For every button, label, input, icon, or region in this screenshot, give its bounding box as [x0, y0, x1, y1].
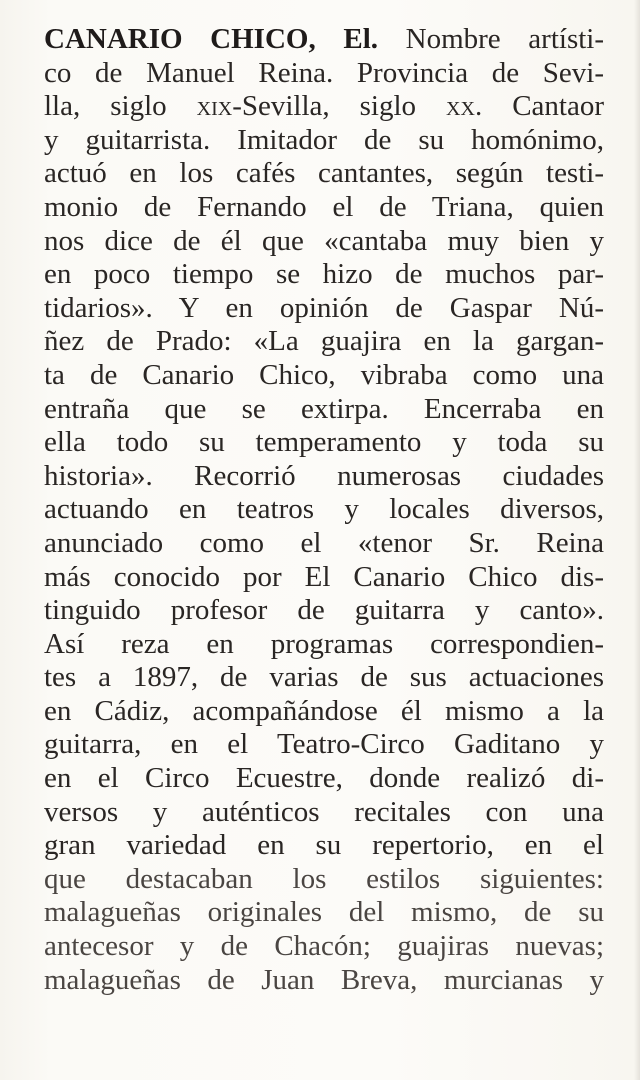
- entry-line-14: historia». Recorrió numerosas ciudades: [44, 459, 604, 492]
- entry-line-29: malagueñas de Juan Breva, murcianas y: [44, 963, 604, 996]
- entry-line-19: Así reza en programas correspondien-: [44, 627, 604, 660]
- entry-line-1-text: Nombre artísti-: [378, 23, 605, 55]
- entry-line-28: antecesor y de Chacón; guajiras nuevas;: [44, 930, 604, 963]
- entry-line-26: que destacaban los estilos siguientes:: [44, 862, 604, 895]
- entry-line-10: ñez de Prado: «La guajira en la gargan-: [44, 325, 604, 358]
- entry-line-23: en el Circo Ecuestre, donde realizó di-: [44, 762, 604, 795]
- entry-line-7: nos dice de él que «cantaba muy bien y: [44, 224, 604, 257]
- entry-line-1: [44, 23, 604, 57]
- entry-line-6: monio de Fernando el de Triana, quien: [44, 190, 604, 223]
- entry-line-18: tinguido profesor de guitarra y canto».: [44, 594, 604, 627]
- entry-line-11: ta de Canario Chico, vibraba como una: [44, 358, 604, 391]
- entry-line-9: tidarios». Y en opinión de Gaspar Nú-: [44, 291, 604, 324]
- entry-line-3-part-c: . Cantaor: [474, 90, 604, 123]
- entry-headword: CANARIO CHICO, El.: [44, 23, 379, 55]
- entry-line-20: tes a 1897, de varias de sus actuaciones: [44, 661, 604, 694]
- entry-line-3-part-a: lla, siglo: [44, 90, 197, 123]
- entry-line-3: [44, 90, 604, 124]
- page-edge-shadow: [634, 0, 640, 1080]
- century-numeral: xix: [196, 90, 233, 123]
- entry-line-24: versos y auténticos recitales con una: [44, 795, 604, 828]
- dictionary-entry: [44, 23, 604, 997]
- entry-line-21: en Cádiz, acompañándose él mismo a la: [44, 694, 604, 727]
- entry-line-16: anunciado como el «tenor Sr. Reina: [44, 526, 604, 559]
- entry-line-22: guitarra, en el Teatro-Circo Gaditano y: [44, 728, 604, 761]
- entry-line-15: actuando en teatros y locales diversos,: [44, 493, 604, 526]
- century-numeral: xx: [446, 90, 475, 123]
- entry-line-12: entraña que se extirpa. Encerraba en: [44, 392, 604, 425]
- entry-line-4: y guitarrista. Imitador de su homónimo,: [44, 123, 604, 156]
- entry-line-13: ella todo su temperamento y toda su: [44, 426, 604, 459]
- entry-line-27: malagueñas originales del mismo, de su: [44, 896, 604, 929]
- entry-line-8: en poco tiempo se hizo de muchos par-: [44, 258, 604, 291]
- entry-line-3-part-b: -Sevilla, siglo: [232, 90, 447, 123]
- entry-line-5: actuó en los cafés cantantes, según testi-: [44, 157, 604, 190]
- entry-line-2: co de Manuel Reina. Provincia de Sevi-: [44, 56, 604, 89]
- entry-line-17: más conocido por El Canario Chico dis-: [44, 560, 604, 593]
- entry-line-25: gran variedad en su repertorio, en el: [44, 829, 604, 862]
